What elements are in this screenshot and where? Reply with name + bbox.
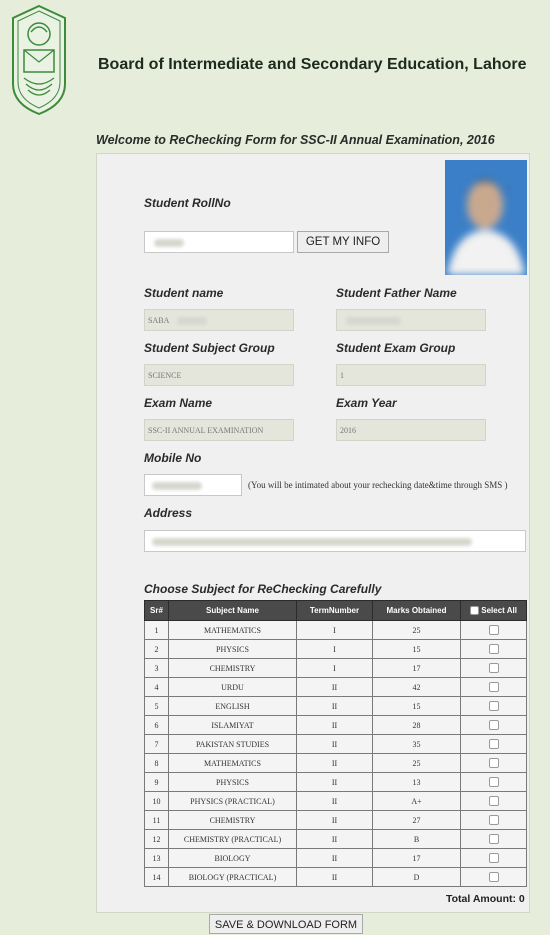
cell-marks-obtained: 17 [373,659,461,678]
cell-sr: 8 [145,754,169,773]
roll-no-label: Student RollNo [144,196,231,210]
cell-sr: 2 [145,640,169,659]
cell-select[interactable] [461,773,527,792]
exam-year-field[interactable]: 2016 [336,419,486,441]
cell-term-number: II [297,773,373,792]
cell-sr: 13 [145,849,169,868]
cell-marks-obtained: 25 [373,621,461,640]
cell-marks-obtained: 27 [373,811,461,830]
father-name-field[interactable] [336,309,486,331]
subject-checkbox[interactable] [489,701,499,711]
cell-term-number: I [297,621,373,640]
cell-marks-obtained: 15 [373,697,461,716]
table-row [145,849,527,868]
col-subject-name: Subject Name [169,601,297,621]
cell-sr: 3 [145,659,169,678]
student-name-label: Student name [144,286,224,300]
cell-select[interactable] [461,868,527,887]
table-row [145,697,527,716]
student-photo [445,160,527,275]
cell-select[interactable] [461,697,527,716]
subject-checkbox[interactable] [489,682,499,692]
cell-term-number: II [297,754,373,773]
cell-sr: 6 [145,716,169,735]
cell-term-number: II [297,849,373,868]
address-label: Address [144,506,193,520]
cell-subject-name: MATHEMATICS [169,621,297,640]
cell-term-number: II [297,678,373,697]
exam-year-label: Exam Year [336,396,397,410]
cell-term-number: II [297,830,373,849]
cell-term-number: II [297,792,373,811]
mobile-no-input[interactable] [144,474,242,496]
table-row [145,735,527,754]
subject-checkbox[interactable] [489,739,499,749]
cell-marks-obtained: 35 [373,735,461,754]
cell-subject-name: PHYSICS (PRACTICAL) [169,792,297,811]
table-row [145,773,527,792]
cell-subject-name: ENGLISH [169,697,297,716]
col-term-number: TermNumber [297,601,373,621]
cell-sr: 4 [145,678,169,697]
exam-group-label: Student Exam Group [336,341,456,355]
cell-subject-name: ISLAMIYAT [169,716,297,735]
cell-term-number: II [297,868,373,887]
subject-checkbox[interactable] [489,815,499,825]
subject-checkbox[interactable] [489,720,499,730]
cell-term-number: I [297,640,373,659]
cell-select[interactable] [461,754,527,773]
subject-checkbox[interactable] [489,663,499,673]
cell-select[interactable] [461,849,527,868]
cell-subject-name: CHEMISTRY [169,659,297,678]
subject-checkbox[interactable] [489,796,499,806]
cell-term-number: II [297,735,373,754]
cell-sr: 14 [145,868,169,887]
table-row [145,830,527,849]
mobile-no-label: Mobile No [144,451,202,465]
subject-checkbox[interactable] [489,872,499,882]
student-name-value: SABA [148,316,169,325]
cell-marks-obtained: D [373,868,461,887]
table-row [145,792,527,811]
cell-marks-obtained: A+ [373,792,461,811]
cell-select[interactable] [461,792,527,811]
cell-subject-name: PAKISTAN STUDIES [169,735,297,754]
student-name-field[interactable] [144,309,294,331]
mobile-sms-hint: (You will be intimated about your rechecking date&time through SMS ) [248,480,508,490]
board-title: Board of Intermediate and Secondary Education, Lahore [98,56,527,73]
cell-sr: 11 [145,811,169,830]
cell-term-number: II [297,716,373,735]
choose-subject-heading: Choose Subject for ReChecking Carefully [144,582,382,596]
cell-subject-name: BIOLOGY [169,849,297,868]
cell-subject-name: CHEMISTRY (PRACTICAL) [169,830,297,849]
cell-select[interactable] [461,830,527,849]
table-row [145,640,527,659]
cell-sr: 10 [145,792,169,811]
welcome-heading: Welcome to ReChecking Form for SSC-II Annual Examination, 2016 [96,133,495,147]
select-all-label: Select All [481,605,517,615]
cell-term-number: I [297,659,373,678]
cell-marks-obtained: B [373,830,461,849]
roll-no-input[interactable] [144,231,294,253]
table-header-row [145,601,527,621]
cell-subject-name: BIOLOGY (PRACTICAL) [169,868,297,887]
cell-select[interactable] [461,735,527,754]
subjects-table-body [145,621,527,887]
get-my-info-button[interactable]: GET MY INFO [297,231,389,253]
cell-marks-obtained: 25 [373,754,461,773]
subjects-table [144,600,527,887]
cell-sr: 7 [145,735,169,754]
cell-subject-name: PHYSICS [169,640,297,659]
cell-select[interactable] [461,659,527,678]
cell-marks-obtained: 28 [373,716,461,735]
exam-name-label: Exam Name [144,396,213,410]
cell-sr: 1 [145,621,169,640]
cell-marks-obtained: 17 [373,849,461,868]
col-select-all[interactable] [461,601,527,621]
cell-marks-obtained: 42 [373,678,461,697]
subject-checkbox[interactable] [489,644,499,654]
table-row [145,678,527,697]
table-row [145,811,527,830]
col-sr: Sr# [145,601,169,621]
exam-group-field[interactable]: 1 [336,364,486,386]
subject-checkbox[interactable] [489,625,499,635]
subject-checkbox[interactable] [489,758,499,768]
col-marks-obtained: Marks Obtained [373,601,461,621]
cell-term-number: II [297,811,373,830]
cell-select[interactable] [461,716,527,735]
cell-select[interactable] [461,640,527,659]
exam-name-field[interactable]: SSC-II ANNUAL EXAMINATION [144,419,294,441]
subject-group-field[interactable]: SCIENCE [144,364,294,386]
father-name-label: Student Father Name [336,286,457,300]
table-row [145,868,527,887]
table-row [145,754,527,773]
cell-marks-obtained: 13 [373,773,461,792]
cell-select[interactable] [461,678,527,697]
board-logo-icon [10,4,68,116]
subject-checkbox[interactable] [489,777,499,787]
cell-term-number: II [297,697,373,716]
cell-subject-name: CHEMISTRY [169,811,297,830]
total-amount: Total Amount: 0 [446,893,525,905]
address-input[interactable] [144,530,526,552]
cell-sr: 12 [145,830,169,849]
cell-subject-name: URDU [169,678,297,697]
table-row [145,621,527,640]
cell-sr: 9 [145,773,169,792]
cell-subject-name: PHYSICS [169,773,297,792]
cell-sr: 5 [145,697,169,716]
select-all-checkbox[interactable] [470,606,479,615]
subject-checkbox[interactable] [489,853,499,863]
cell-marks-obtained: 15 [373,640,461,659]
subject-checkbox[interactable] [489,834,499,844]
subject-group-label: Student Subject Group [144,341,275,355]
table-row [145,659,527,678]
cell-subject-name: MATHEMATICS [169,754,297,773]
save-download-button[interactable]: SAVE & DOWNLOAD FORM [209,914,363,934]
table-row [145,716,527,735]
cell-select[interactable] [461,811,527,830]
cell-select[interactable] [461,621,527,640]
